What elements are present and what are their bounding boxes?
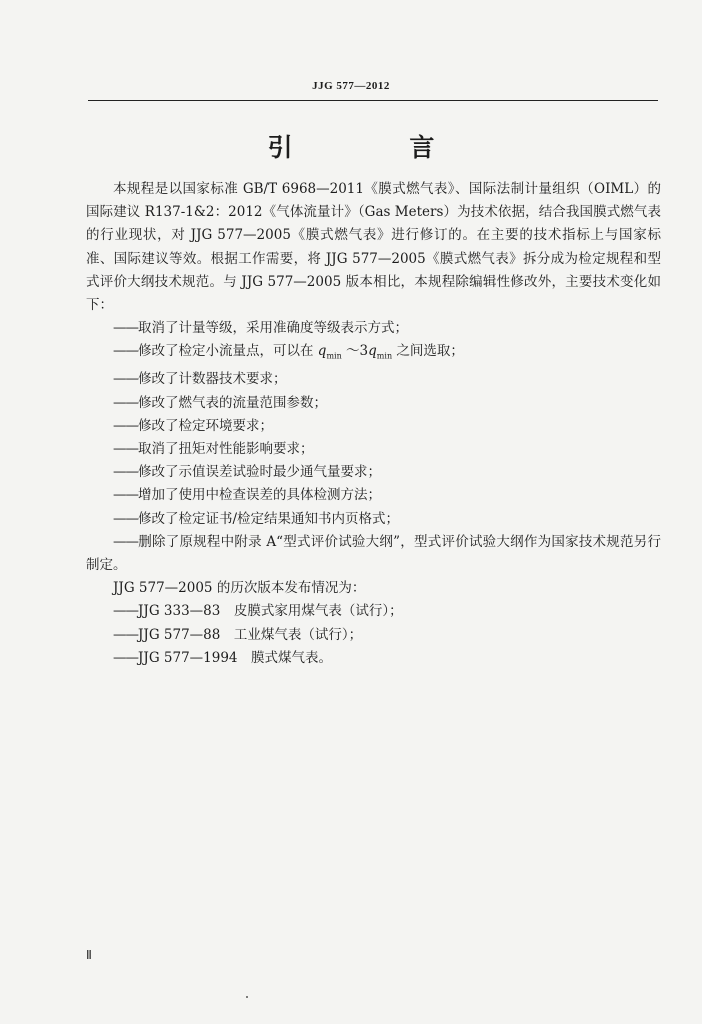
change-item-9 bbox=[86, 508, 661, 531]
change-text: 取消了计量等级，采用准确度等级表示方式； bbox=[138, 320, 408, 337]
page-header-code: JJG 577—2012 bbox=[312, 80, 390, 92]
dash: —— bbox=[113, 464, 138, 481]
dash: —— bbox=[113, 487, 138, 504]
scan-speck bbox=[246, 996, 248, 998]
page-number: Ⅱ bbox=[86, 948, 92, 962]
change-item-2 bbox=[86, 340, 661, 368]
change-item-1 bbox=[86, 317, 661, 340]
change-text: 修改了计数器技术要求； bbox=[138, 371, 287, 388]
dash: —— bbox=[113, 320, 138, 337]
change-text: 修改了检定小流量点，可以在 bbox=[138, 343, 318, 360]
q-min-symbol: $q_{min}$ bbox=[317, 343, 342, 362]
dash: —— bbox=[113, 394, 138, 411]
change-item-4 bbox=[86, 392, 661, 415]
change-text: 之间选取； bbox=[392, 343, 464, 360]
dash: —— bbox=[113, 417, 138, 434]
dash: —— bbox=[113, 603, 138, 620]
history-item-1 bbox=[86, 600, 661, 623]
change-text: 删除了原规程中附录 A“型式评价试验大纲”，型式评价试验大纲作为国家技术规范另行制定。 bbox=[86, 533, 661, 573]
dash: —— bbox=[113, 510, 138, 527]
header-rule bbox=[88, 100, 658, 101]
dash: —— bbox=[113, 533, 138, 550]
change-text: ～3 bbox=[341, 343, 369, 360]
change-text: 修改了示值误差试验时最少通气量要求； bbox=[138, 464, 381, 481]
dash: —— bbox=[113, 371, 138, 388]
document-body bbox=[86, 178, 661, 670]
dash: —— bbox=[113, 440, 138, 457]
change-text: 修改了检定证书/检定结果通知书内页格式； bbox=[138, 510, 400, 527]
change-item-7 bbox=[86, 461, 661, 484]
change-item-6 bbox=[86, 438, 661, 461]
history-text: JJG 577—88 工业煤气表（试行）； bbox=[138, 626, 363, 643]
history-item-3 bbox=[86, 647, 661, 670]
change-text: 修改了检定环境要求； bbox=[138, 417, 273, 434]
q-min-symbol: $q_{min}$ bbox=[368, 343, 393, 362]
intro-paragraph: 本规程是以国家标准 GB/T 6968—2011《膜式燃气表》、国际法制计量组织（OIML）的国际建议 R137-1&2：2012《气体流量计》（Gas Meters）为技术依据，结合我国膜式燃气表的行业现状，对 JJG 577—2005《膜式燃气表》进行修订的。在主要的技术指标上与国家标准、国际建议等效。根据工作需要，将 JJG 577—2005《膜式燃气表》拆分成为检定规程和型式评价大纲技术规范。与 JJG 577—2005 版本相比，本规程除编辑性修改外，主要技术变化如下： bbox=[86, 181, 661, 314]
history-intro: JJG 577—2005 的历次版本发布情况为： bbox=[113, 580, 366, 597]
history-item-2 bbox=[86, 624, 661, 647]
change-text: 增加了使用中检查误差的具体检测方法； bbox=[138, 487, 381, 504]
dash: —— bbox=[113, 343, 138, 360]
change-item-10 bbox=[86, 531, 661, 577]
change-item-5 bbox=[86, 415, 661, 438]
page-title: 引 言 bbox=[267, 133, 489, 162]
change-text: 修改了燃气表的流量范围参数； bbox=[138, 394, 327, 411]
change-item-8 bbox=[86, 484, 661, 507]
history-text: JJG 333—83 皮膜式家用煤气表（试行）； bbox=[138, 603, 403, 620]
change-item-3 bbox=[86, 368, 661, 391]
dash: —— bbox=[113, 626, 138, 643]
dash: —— bbox=[113, 649, 138, 666]
change-text: 取消了扭矩对性能影响要求； bbox=[138, 440, 314, 457]
history-text: JJG 577—1994 膜式煤气表。 bbox=[138, 649, 333, 666]
